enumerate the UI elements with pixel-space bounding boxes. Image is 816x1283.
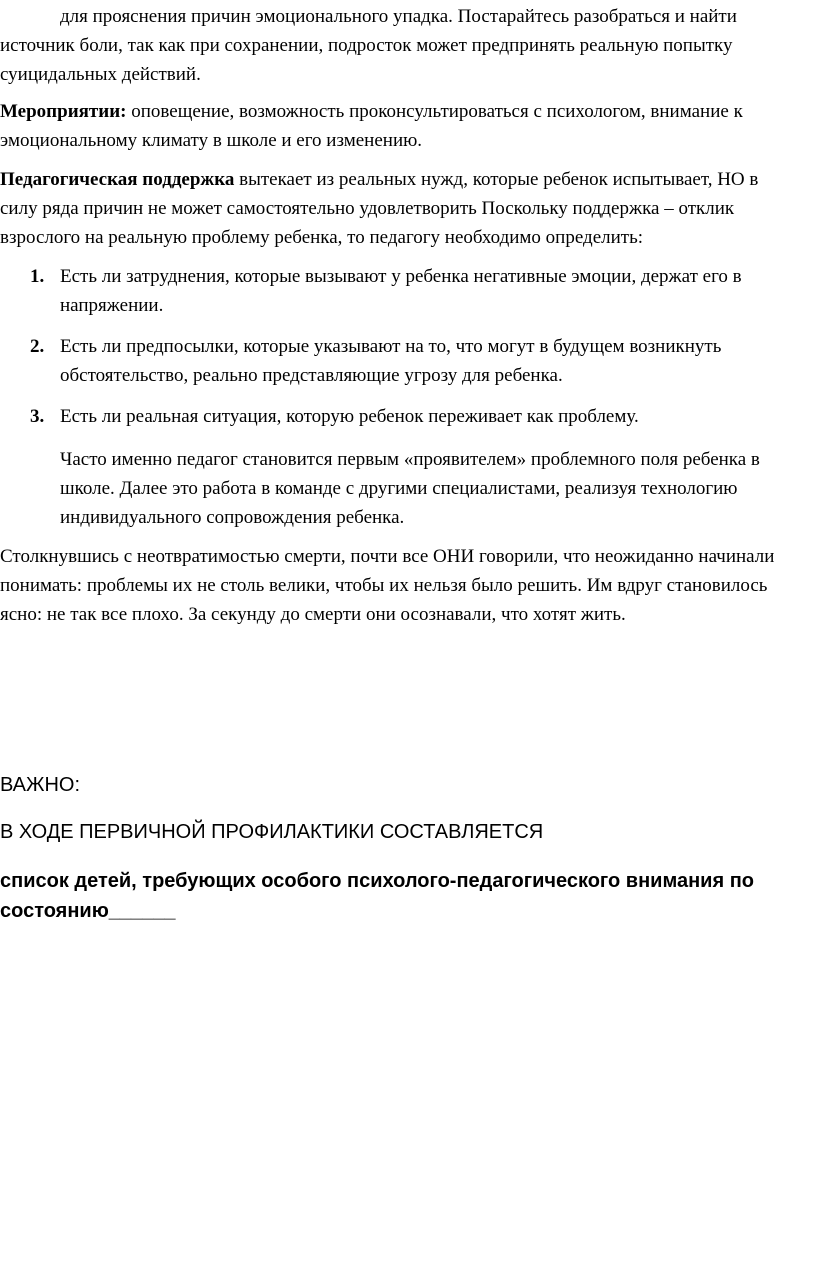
list-item-2 <box>0 332 800 390</box>
measures-label: Мероприятии: <box>0 101 127 122</box>
list-item-text: Есть ли реальная ситуация, которую ребенок переживает как проблему. <box>60 406 639 427</box>
list-item-text: Есть ли предпосылки, которые указывают на то, что могут в будущем возникнуть обстоятельство, реально представляющие угрозу для ребенка. <box>60 336 722 386</box>
teacher-note-paragraph <box>0 445 800 532</box>
children-list-text: список детей, требующих особого психолого-педагогического внимания по состоянию______ <box>0 870 754 922</box>
support-text: вытекает из реальных нужд, которые ребенок испытывает, НО в силу ряда причин не может самостоятельно удовлетворить Поскольку поддержка – отклик взрослого на реальную проблему ребенка, то педагогу необходимо определить: <box>0 169 759 248</box>
death-note-paragraph <box>0 542 800 629</box>
teacher-note-text: Часто именно педагог становится первым «проявителем» проблемного поля ребенка в школе. Далее это работа в команде с другими специалистами, реализуя технологию индивидуального сопровождения ребенка. <box>60 449 760 528</box>
list-number: 3. <box>30 406 45 427</box>
list-number: 2. <box>30 336 45 357</box>
measures-text: оповещение, возможность проконсультироваться с психологом, внимание к эмоциональному климату в школе и его изменению. <box>0 101 743 151</box>
list-item-text: Есть ли затруднения, которые вызывают у ребенка негативные эмоции, держат его в напряжении. <box>60 266 742 316</box>
measures-paragraph <box>0 97 800 155</box>
list-item-1 <box>0 262 800 320</box>
support-label: Педагогическая поддержка <box>0 169 235 190</box>
intro-text: для прояснения причин эмоционального упадка. Постарайтесь разобраться и найти источник боли, так как при сохранении, подросток может предпринять реальную попытку суицидальных действий. <box>0 6 737 85</box>
intro-paragraph <box>0 2 800 89</box>
list-number: 1. <box>30 266 45 287</box>
death-note-text: Столкнувшись с неотвратимостью смерти, почти все ОНИ говорили, что неожиданно начинали понимать: проблемы их не столь велики, чтобы их нельзя было решить. Им вдруг становилось ясно: не так все плохо. За секунду до смерти они осознавали, что хотят жить. <box>0 546 775 625</box>
important-heading: ВАЖНО: <box>0 774 81 796</box>
list-item-3 <box>0 402 800 431</box>
support-paragraph <box>0 165 800 252</box>
important-subheading: В ХОДЕ ПЕРВИЧНОЙ ПРОФИЛАКТИКИ СОСТАВЛЯЕТСЯ <box>0 821 544 843</box>
